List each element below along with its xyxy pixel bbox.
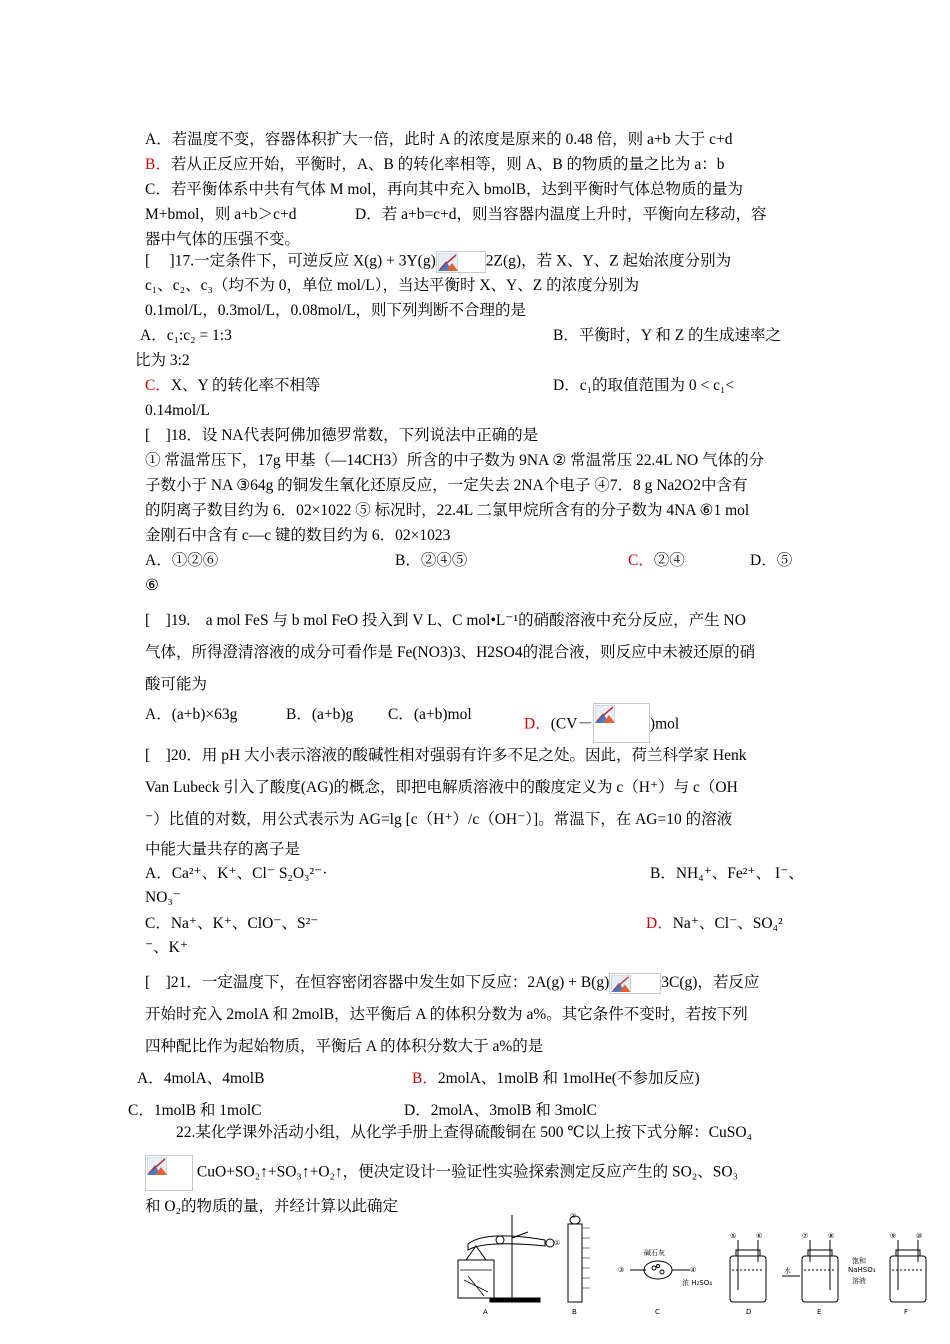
- port-number-10: ⑩: [916, 1232, 923, 1240]
- q16-option-c-cont: M+bmol，则 a+b＞c+d: [145, 206, 297, 223]
- q18-option-c-text: ②④: [653, 552, 685, 569]
- port-number-9: ⑨: [890, 1232, 897, 1240]
- answer-mark: D．: [646, 915, 673, 932]
- q18-line2: 子数小于 NA ③64g 的铜发生氧化还原反应，一定失去 2NA个电子 ④7．8 g Na2O2中含有: [145, 477, 748, 494]
- drying-tube: [644, 1261, 672, 1279]
- q19-line3: 酸可能为: [145, 676, 208, 693]
- q22-line1: 22.某化学课外活动小组，从化学手册上查得硫酸铜在 500 ℃以上按下式分解：CuSO₄: [176, 1124, 753, 1141]
- q17-stem: [145, 251, 731, 273]
- figure-label-f: F: [904, 1308, 909, 1316]
- answer-mark: C．: [628, 552, 654, 569]
- q18-option-d: D．⑤: [750, 552, 793, 569]
- q17-stem-line2: c₁、c₂、c₃（均不为 0，单位 mol/L），当达平衡时 X、Y、Z 的浓度分别为: [145, 277, 640, 294]
- q19-option-d-post: )mol: [649, 715, 680, 733]
- port-number-2: ②: [570, 1212, 577, 1220]
- q20-line2: Van Lubeck 引入了酸度(AG)的概念，即把电解质溶液中的酸度定义为 c（H⁺）与 c（OH: [145, 779, 738, 796]
- reagent-label-e: 水: [784, 1267, 791, 1275]
- figure-label-b: B: [572, 1308, 577, 1316]
- port-number-3: ③: [618, 1266, 625, 1274]
- q19-line1: [ ]19. a mol FeS 与 b mol FeO 投入到 V L、C mol•L⁻¹的硝酸溶液中充分反应，产生 NO: [145, 612, 746, 629]
- port-number-6: ⑥: [756, 1232, 763, 1240]
- q20-line4: 中能大量共存的离子是: [145, 841, 301, 858]
- image-placeholder-icon: [436, 251, 486, 273]
- q21-line1: [145, 973, 759, 994]
- wash-bottle-d: [730, 1256, 766, 1302]
- q21-line2: 开始时充入 2molA 和 2molB，达平衡后 A 的体积分数为 a%。其它条件不变时，若按下列: [145, 1006, 748, 1023]
- port-number-5: ⑤: [730, 1232, 737, 1240]
- q17-option-a: A．c₁:c₂ = 1:3: [140, 327, 232, 344]
- q18-line1: ① 常温常压下，17g 甲基（—14CH3）所含的中子数为 9NA ② 常温常压 22.4L NO 气体的分: [145, 452, 765, 469]
- q18-line4: 金刚石中含有 c—c 键的数目约为 6．02×1023: [145, 527, 451, 544]
- answer-mark: B．: [145, 156, 171, 173]
- q16-option-c: C．若平衡体系中共有气体 M mol，再向其中充入 bmolB，达到平衡时气体总物质的量为: [145, 181, 744, 198]
- q21-option-a: A．4molA、4molB: [137, 1070, 265, 1087]
- answer-mark: B．: [412, 1070, 438, 1087]
- apparatus-drawing: [450, 1210, 950, 1320]
- q17-option-b: B．平衡时，Y 和 Z 的生成速率之: [553, 327, 782, 344]
- figure-label-d: D: [746, 1308, 752, 1316]
- q17-option-c: [145, 376, 321, 396]
- answer-mark: C．: [145, 377, 171, 394]
- q22-line3: 和 O₂的物质的量，并经计算以此确定: [145, 1198, 398, 1215]
- q20-line3: ⁻）比值的对数，用公式表示为 AG=lg [c（H⁺）/c（OH⁻）]。常温下，在 AG=10 的溶液: [145, 811, 733, 828]
- wash-bottle-e: [802, 1256, 838, 1302]
- image-placeholder-icon: [145, 1155, 193, 1191]
- q18-option-c: [628, 551, 685, 571]
- port-number-1: ①: [554, 1239, 561, 1247]
- q20-option-c: C．Na⁺、K⁺、ClO⁻、S²⁻: [145, 915, 319, 932]
- stopper: [546, 1239, 554, 1247]
- q18-stem: [ ]18．设 NA代表阿佛加德罗常数，下列说法中正确的是: [145, 427, 539, 444]
- q21-option-b-text: 2molA、1molB 和 1molHe(不参加反应): [437, 1070, 700, 1087]
- port-number-4: ④: [690, 1266, 697, 1274]
- q19-option-a: A．(a+b)×63g: [145, 706, 238, 723]
- apparatus-figure: [450, 1210, 950, 1320]
- q18-option-b: B．②④⑤: [395, 552, 468, 569]
- port-number-7: ⑦: [802, 1232, 809, 1240]
- q21-option-b: [412, 1069, 700, 1089]
- figure-label-c: C: [655, 1308, 660, 1316]
- port-number-8: ⑧: [828, 1232, 835, 1240]
- q18-line3: 的阴离子数目约为 6．02×1022 ⑤ 标况时，22.4L 二氯甲烷所含有的分子数为 4NA ⑥1 mol: [145, 502, 750, 519]
- test-tube: [468, 1236, 545, 1250]
- q20-line1: [ ]20．用 pH 大小表示溶液的酸碱性相对强弱有许多不足之处。因此，荷兰科学家 Henk: [145, 747, 747, 764]
- q21-option-d: D．2molA、3molB 和 3molC: [404, 1102, 597, 1119]
- q20-option-a: A．Ca²⁺、K⁺、Cl⁻ S₂O₃²⁻·: [145, 865, 328, 882]
- q21-line1-part2: 3C(g)，若反应: [661, 974, 760, 992]
- image-placeholder-icon: [609, 973, 661, 994]
- reagent-label-f3: 溶液: [852, 1277, 866, 1285]
- q20-option-d: [646, 914, 783, 934]
- answer-mark: D．: [524, 715, 551, 733]
- q21-line1-part1: [ ]21．一定温度下，在恒容密闭容器中发生如下反应：2A(g) + B(g): [145, 974, 610, 992]
- q21-line3: 四种配比作为起始物质，平衡后 A 的体积分数大于 a%的是: [145, 1038, 544, 1055]
- q19-option-c: C．(a+b)mol: [388, 706, 472, 723]
- figure-label-e: E: [817, 1308, 822, 1316]
- q20-option-d-cont: ⁻、K⁺: [145, 939, 189, 956]
- reagent-label-d: 浓 H₂SO₄: [682, 1279, 713, 1287]
- flame: [466, 1246, 486, 1260]
- q17-stem-part1: [ ]17.一定条件下，可逆反应 X(g) + 3Y(g): [145, 252, 436, 270]
- q21-option-c: C．1molB 和 1molC: [128, 1102, 262, 1119]
- q19-line2: 气体，所得澄清溶液的成分可看作是 Fe(NO3)3、H2SO4的混合液，则反应中未被还原的硝: [145, 644, 756, 661]
- reagent-label-f2: NaHSO₃: [848, 1266, 876, 1274]
- reagent-label-f1: 饱和: [852, 1257, 866, 1265]
- q22-line2-text: CuO+SO₂↑+SO₃↑+O₂↑，便决定设计一验证性实验探索测定反应产生的 SO₂、SO₃: [196, 1163, 738, 1181]
- burner-box: [458, 1260, 494, 1298]
- figure-label-a: A: [483, 1308, 488, 1316]
- image-placeholder-icon: [593, 703, 650, 743]
- q17-option-c-text: X、Y 的转化率不相等: [170, 377, 321, 394]
- q22-line2: [145, 1155, 738, 1191]
- q20-option-b: B．NH₄⁺、Fe²⁺、 I⁻、: [650, 865, 804, 882]
- q17-option-d: D．c₁的取值范围为 0 < c₁<: [553, 377, 735, 394]
- q20-option-b-cont: NO₃⁻: [145, 889, 181, 906]
- q16-option-b: [145, 155, 725, 175]
- q16-option-a: A．若温度不变，容器体积扩大一倍，此时 A 的浓度是原来的 0.48 倍，则 a+b 大于 c+d: [145, 131, 733, 148]
- q16-option-d: D．若 a+b=c+d，则当容器内温度上升时，平衡向左移动，容: [355, 206, 767, 223]
- burette: [568, 1224, 582, 1302]
- q18-option-a: A．①②⑥: [145, 552, 219, 569]
- q18-option-d-cont: ⑥: [145, 577, 159, 594]
- q19-option-b: B．(a+b)g: [286, 706, 354, 723]
- q17-option-d-cont: 0.14mol/L: [145, 402, 211, 419]
- stand-base: [490, 1298, 540, 1302]
- q16-option-d-cont: 器中气体的压强不变。: [145, 231, 301, 248]
- q17-option-b-cont: 比为 3:2: [135, 352, 190, 369]
- q17-stem-part2: 2Z(g)，若 X、Y、Z 起始浓度分别为: [485, 252, 732, 270]
- q19-option-d-pre: (CV－: [550, 715, 593, 733]
- q19-option-d: [524, 705, 679, 745]
- q17-stem-line3: 0.1mol/L，0.3mol/L，0.08mol/L，则下列判断不合理的是: [145, 302, 527, 319]
- wash-bottle-f: [890, 1256, 926, 1302]
- q16-option-b-text: 若从正反应开始，平衡时，A、B 的转化率相等，则 A、B 的物质的量之比为 a：b: [170, 156, 725, 173]
- reagent-label-c: 碱石灰: [644, 1249, 665, 1257]
- q20-option-d-text: Na⁺、Cl⁻、SO₄²: [672, 915, 783, 932]
